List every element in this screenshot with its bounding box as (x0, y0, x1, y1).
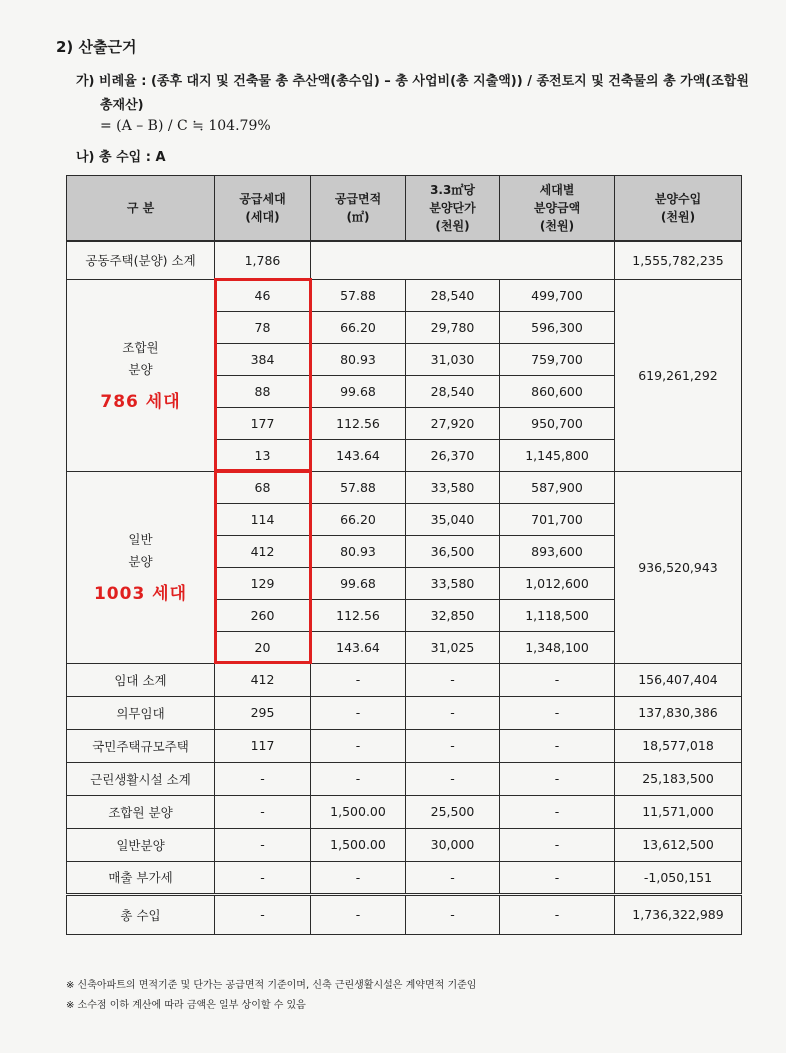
header-units: 공급세대 (세대) (215, 176, 311, 242)
table-row (67, 696, 742, 729)
cell-area: 112.56 (311, 599, 406, 631)
cell-area: 66.20 (311, 503, 406, 535)
row-label: 임대 소계 (67, 663, 215, 696)
cell-units: - (215, 828, 311, 861)
cell-sale: - (500, 663, 615, 696)
subtotal-label: 공동주택(분양) 소계 (67, 241, 215, 279)
cell-sale: 759,700 (500, 343, 615, 375)
subtotal-row (67, 241, 742, 279)
cell-price: - (406, 729, 500, 762)
table-row (67, 663, 742, 696)
cell-sale: 1,012,600 (500, 567, 615, 599)
header-category: 구 분 (67, 176, 215, 242)
cell-units: 384 (215, 343, 311, 375)
cell-units: 78 (215, 311, 311, 343)
cell-revenue: 11,571,000 (615, 795, 742, 828)
cell-revenue: 25,183,500 (615, 762, 742, 795)
cell-revenue: 137,830,386 (615, 696, 742, 729)
cell-units: - (215, 762, 311, 795)
cell-revenue: 156,407,404 (615, 663, 742, 696)
cell-price: 32,850 (406, 599, 500, 631)
cell-price: 31,025 (406, 631, 500, 663)
header-unit-price: 3.3㎡당 분양단가 (천원) (406, 176, 500, 242)
cell-price: - (406, 696, 500, 729)
ratio-label-cont: 총재산) (100, 98, 144, 113)
cell-revenue: -1,050,151 (615, 861, 742, 894)
cell-sale: - (500, 894, 615, 934)
cell-sale: - (500, 861, 615, 894)
cell-price: 28,540 (406, 375, 500, 407)
cell-price: 28,540 (406, 279, 500, 311)
cell-area: - (311, 762, 406, 795)
row-label: 매출 부가세 (67, 861, 215, 894)
cell-area: 99.68 (311, 375, 406, 407)
cell-price: 33,580 (406, 471, 500, 503)
row-label: 근린생활시설 소계 (67, 762, 215, 795)
cell-units: 114 (215, 503, 311, 535)
subtotal-units: 1,786 (215, 241, 311, 279)
cell-area: 112.56 (311, 407, 406, 439)
table-header-row (67, 176, 742, 242)
cell-price: 27,920 (406, 407, 500, 439)
cell-price: 26,370 (406, 439, 500, 471)
cell-units: 129 (215, 567, 311, 599)
cell-price: 30,000 (406, 828, 500, 861)
cell-units: 177 (215, 407, 311, 439)
cell-units: 68 (215, 471, 311, 503)
cell-units: 117 (215, 729, 311, 762)
general-group-label: 일반 분양 1003 세대 (67, 471, 215, 663)
total-row (67, 894, 742, 934)
cell-sale: 499,700 (500, 279, 615, 311)
subtotal-empty (311, 241, 615, 279)
member-revenue: 619,261,292 (615, 279, 742, 471)
subtotal-revenue: 1,555,782,235 (615, 241, 742, 279)
cell-price: - (406, 861, 500, 894)
cell-area: 143.64 (311, 439, 406, 471)
cell-sale: 596,300 (500, 311, 615, 343)
cell-units: 295 (215, 696, 311, 729)
table-row (67, 861, 742, 894)
cell-revenue: 13,612,500 (615, 828, 742, 861)
cell-sale: 1,118,500 (500, 599, 615, 631)
cell-area: 1,500.00 (311, 828, 406, 861)
cell-area: 57.88 (311, 279, 406, 311)
cell-price: - (406, 762, 500, 795)
cell-units: 88 (215, 375, 311, 407)
cell-area: - (311, 663, 406, 696)
cell-units: - (215, 894, 311, 934)
cell-price: - (406, 663, 500, 696)
cell-sale: 701,700 (500, 503, 615, 535)
footnotes (66, 976, 476, 1016)
cell-area: 1,500.00 (311, 795, 406, 828)
header-unit-sale: 세대별 분양금액 (천원) (500, 176, 615, 242)
cell-units: 46 (215, 279, 311, 311)
table-row (67, 279, 742, 311)
cell-sale: - (500, 729, 615, 762)
total-label: 총 수입 (67, 894, 215, 934)
footnote-2: ※ 소수점 이하 계산에 따라 금액은 일부 상이할 수 있음 (66, 1000, 306, 1011)
table-row (67, 471, 742, 503)
cell-sale: - (500, 795, 615, 828)
cell-units: 412 (215, 663, 311, 696)
revenue-table (66, 175, 742, 935)
cell-sale: 893,600 (500, 535, 615, 567)
table-row (67, 762, 742, 795)
cell-sale: 860,600 (500, 375, 615, 407)
section-title: 2) 산출근거 (56, 38, 137, 56)
member-unit-annotation: 786 세대 (100, 392, 181, 412)
row-label: 의무임대 (67, 696, 215, 729)
row-label: 국민주택규모주택 (67, 729, 215, 762)
header-revenue: 분양수입 (천원) (615, 176, 742, 242)
cell-units: 412 (215, 535, 311, 567)
cell-area: - (311, 861, 406, 894)
cell-sale: - (500, 696, 615, 729)
total-revenue: 1,736,322,989 (615, 894, 742, 934)
table-row (67, 729, 742, 762)
cell-area: 143.64 (311, 631, 406, 663)
cell-price: 35,040 (406, 503, 500, 535)
header-area: 공급면적 (㎡) (311, 176, 406, 242)
cell-price: 31,030 (406, 343, 500, 375)
general-revenue: 936,520,943 (615, 471, 742, 663)
ratio-formula: = (A – B) / C ≒ 104.79% (100, 118, 271, 134)
cell-price: 33,580 (406, 567, 500, 599)
cell-sale: - (500, 762, 615, 795)
cell-units: - (215, 861, 311, 894)
general-unit-annotation: 1003 세대 (93, 584, 188, 604)
cell-units: 260 (215, 599, 311, 631)
ratio-label: 가) 비례율 : (종후 대지 및 건축물 총 추산액(총수입) – 총 사업비(총 지출액)) / 종전토지 및 건축물의 총 가액(조합원 (76, 74, 749, 89)
cell-area: 57.88 (311, 471, 406, 503)
footnote-1: ※ 신축아파트의 면적기준 및 단가는 공급면적 기준이며, 신축 근린생활시설은 계약면적 기준임 (66, 980, 477, 991)
cell-price: - (406, 894, 500, 934)
member-group-label: 조합원 분양 786 세대 (67, 279, 215, 471)
row-label: 일반분양 (67, 828, 215, 861)
row-label: 조합원 분양 (67, 795, 215, 828)
cell-units: 20 (215, 631, 311, 663)
cell-price: 29,780 (406, 311, 500, 343)
table-row (67, 828, 742, 861)
cell-sale: 1,348,100 (500, 631, 615, 663)
cell-sale: 1,145,800 (500, 439, 615, 471)
cell-area: 80.93 (311, 343, 406, 375)
cell-area: 66.20 (311, 311, 406, 343)
cell-revenue: 18,577,018 (615, 729, 742, 762)
cell-sale: 587,900 (500, 471, 615, 503)
cell-area: 80.93 (311, 535, 406, 567)
income-label: 나) 총 수입 : A (76, 150, 166, 165)
cell-units: - (215, 795, 311, 828)
table-row (67, 795, 742, 828)
cell-units: 13 (215, 439, 311, 471)
cell-area: - (311, 894, 406, 934)
cell-area: - (311, 729, 406, 762)
cell-sale: 950,700 (500, 407, 615, 439)
cell-sale: - (500, 828, 615, 861)
cell-area: - (311, 696, 406, 729)
cell-price: 25,500 (406, 795, 500, 828)
cell-area: 99.68 (311, 567, 406, 599)
cell-price: 36,500 (406, 535, 500, 567)
